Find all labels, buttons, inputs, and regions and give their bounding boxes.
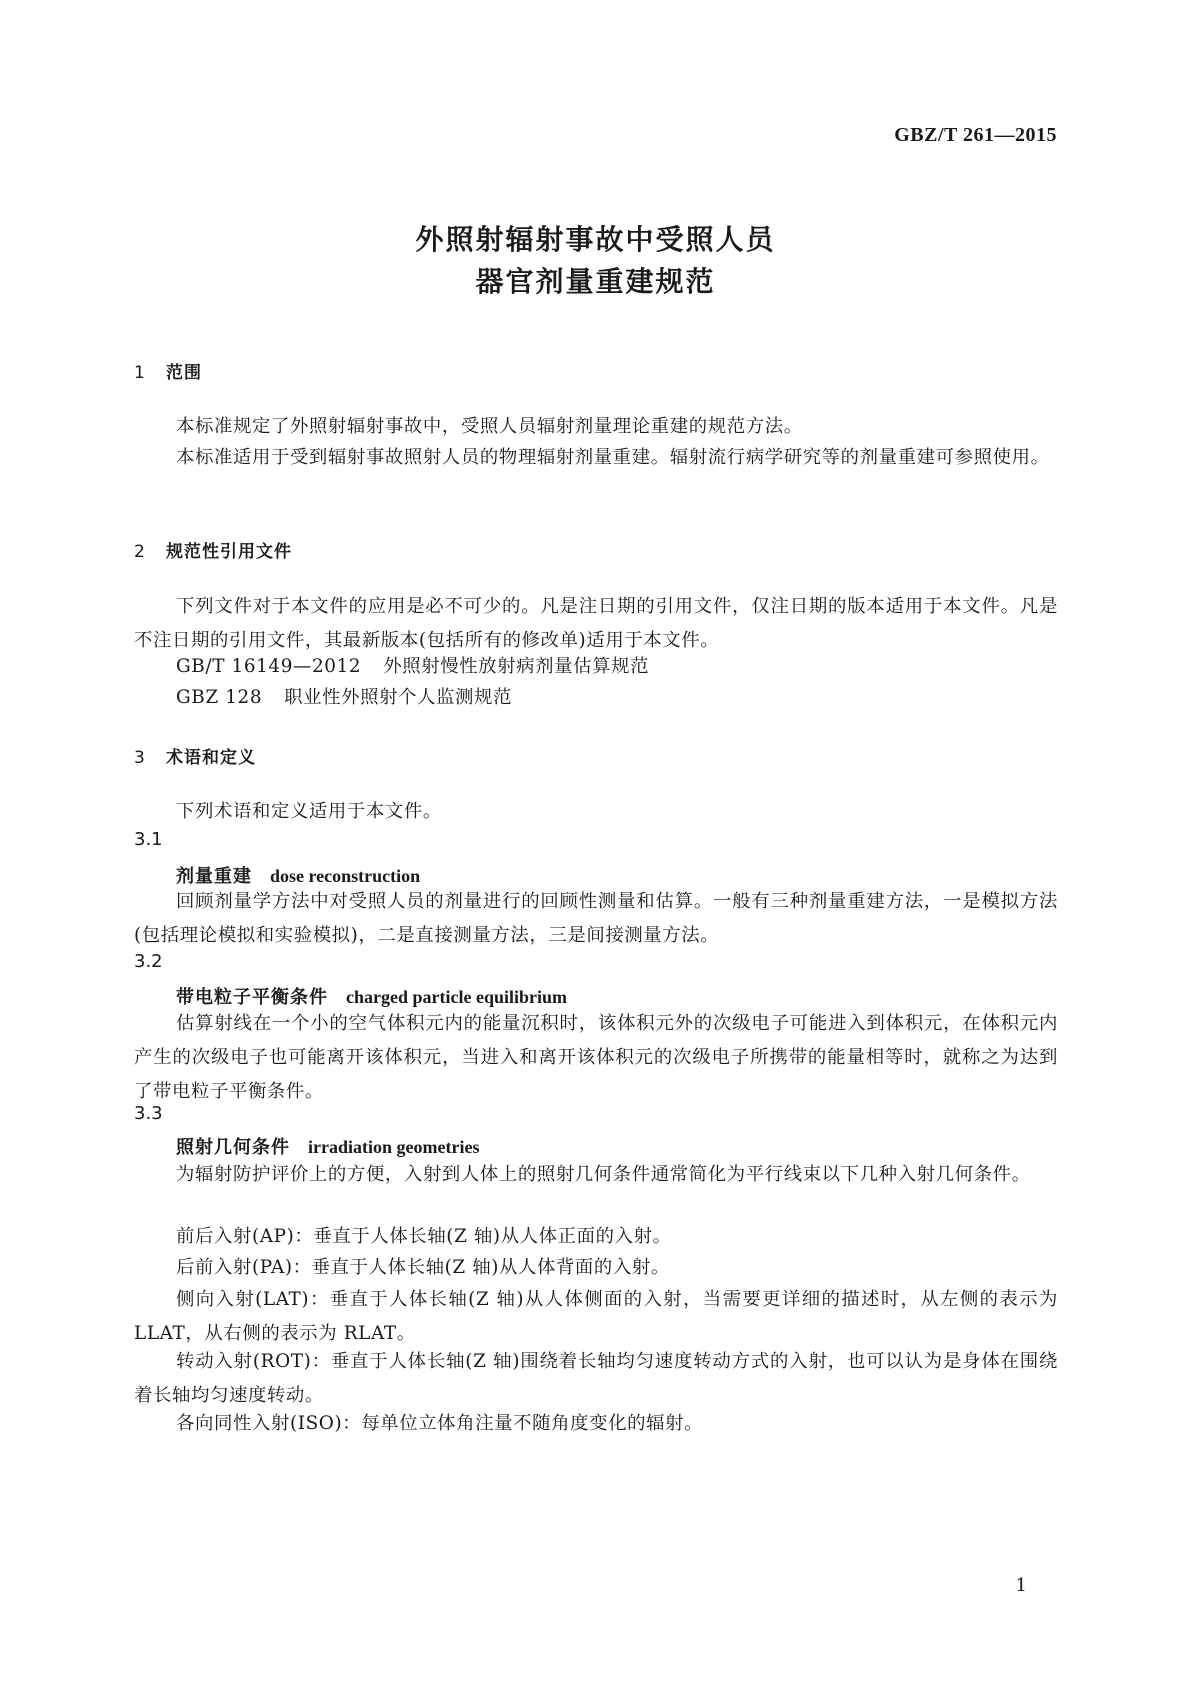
reference-title: 职业性外照射个人监测规范 (284, 687, 513, 708)
term-chinese: 剂量重建 (176, 866, 252, 887)
document-title-line1: 外照射辐射事故中受照人员 (415, 223, 776, 256)
geometry-item-ap: 前后入射(AP)：垂直于人体长轴(Z 轴)从人体正面的入射。 (176, 1226, 672, 1247)
term-definition: 估算射线在一个小的空气体积元内的能量沉积时，该体积元外的次级电子可能进入到体积元，在体积元内产生的次级电子也可能离开该体积元，当进入和离开该体积元的次级电子所携带的能量相等时，就称之为达到了带电粒子平衡条件。 (134, 1013, 1058, 1102)
geometry-item-rot: 转动入射(ROT)：垂直于人体长轴(Z 轴)围绕着长轴均匀速度转动方式的入射，也可以认为是身体在围绕着长轴均匀速度转动。 (134, 1351, 1058, 1406)
term-chinese: 照射几何条件 (176, 1137, 290, 1158)
term-definition: 回顾剂量学方法中对受照人员的剂量进行的回顾性测量和估算。一般有三种剂量重建方法，一是模拟方法(包括理论模拟和实验模拟)，二是直接测量方法，三是间接测量方法。 (134, 891, 1058, 946)
reference-code: GBZ 128 (176, 687, 263, 708)
term-english: dose reconstruction (270, 866, 421, 886)
standard-number: GBZ/T 261—2015 (894, 124, 1057, 146)
page-number: 1 (1015, 1575, 1027, 1596)
reference-item (176, 683, 512, 709)
reference-item (176, 652, 649, 678)
section-number: 2 (134, 542, 146, 562)
geometry-item-pa: 后前入射(PA)：垂直于人体长轴(Z 轴)从人体背面的入射。 (176, 1257, 670, 1278)
paragraph: 本标准规定了外照射辐射事故中，受照人员辐射剂量理论重建的规范方法。 (176, 416, 803, 437)
section-title: 规范性引用文件 (166, 542, 292, 562)
section-title: 范围 (166, 363, 202, 383)
term-heading (176, 983, 567, 1009)
geometry-item-iso: 各向同性入射(ISO)：每单位立体角注量不随角度变化的辐射。 (176, 1413, 704, 1434)
term-number: 3.3 (134, 1103, 163, 1124)
section-number: 1 (134, 363, 146, 383)
section-heading-scope (134, 358, 202, 383)
reference-title: 外照射慢性放射病剂量估算规范 (383, 656, 650, 677)
term-number: 3.1 (134, 829, 163, 850)
paragraph: 下列文件对于本文件的应用是必不可少的。凡是注日期的引用文件，仅注日期的版本适用于本文件。凡是不注日期的引用文件，其最新版本(包括所有的修改单)适用于本文件。 (134, 596, 1058, 651)
paragraph: 下列术语和定义适用于本文件。 (176, 801, 442, 822)
document-title-line2: 器官剂量重建规范 (475, 265, 716, 298)
paragraph: 本标准适用于受到辐射事故照射人员的物理辐射剂量重建。辐射流行病学研究等的剂量重建可参照使用。 (176, 447, 1050, 468)
section-heading-normative-references (134, 537, 292, 562)
term-english: charged particle equilibrium (346, 987, 567, 1007)
reference-code: GB/T 16149—2012 (176, 656, 362, 677)
term-english: irradiation geometries (308, 1137, 480, 1157)
section-heading-terms-and-definitions (134, 743, 256, 768)
term-definition: 为辐射防护评价上的方便，入射到人体上的照射几何条件通常简化为平行线束以下几种入射几何条件。 (176, 1164, 1031, 1185)
geometry-item-lat: 侧向入射(LAT)：垂直于人体长轴(Z 轴)从人体侧面的入射，当需要更详细的描述时，从左侧的表示为 LLAT，从右侧的表示为 RLAT。 (134, 1289, 1058, 1344)
term-heading (176, 1133, 479, 1159)
term-chinese: 带电粒子平衡条件 (176, 987, 328, 1008)
term-number: 3.2 (134, 951, 163, 972)
section-number: 3 (134, 748, 146, 768)
section-title: 术语和定义 (166, 748, 256, 768)
